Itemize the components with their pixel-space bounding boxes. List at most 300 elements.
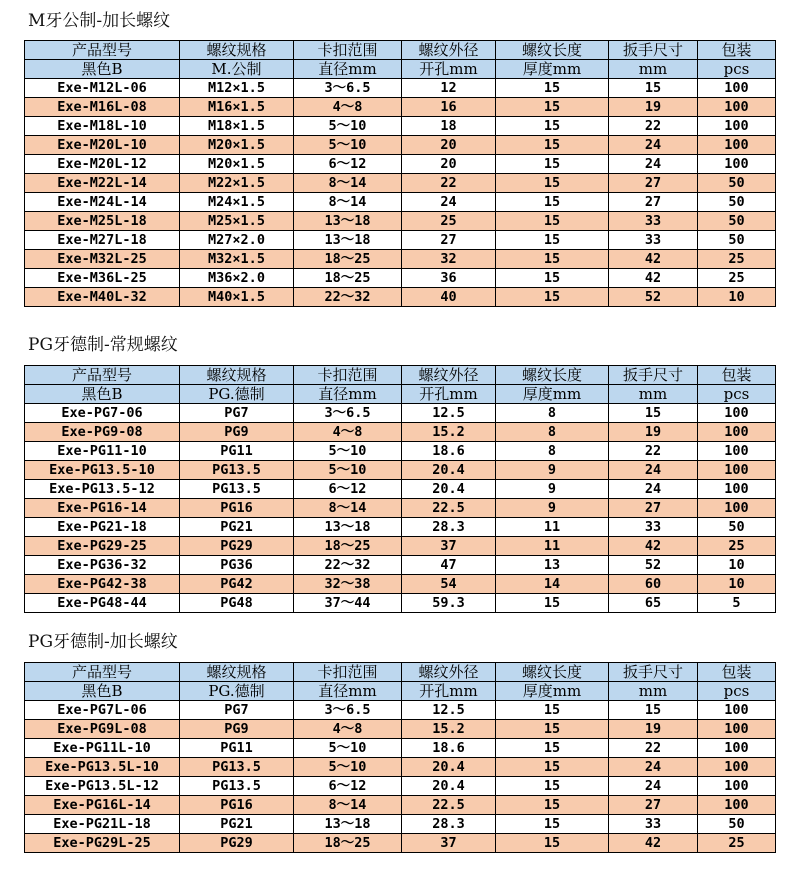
thread-spec-cell: PG13.5 <box>180 777 294 796</box>
clamp-range-cell: 8～14 <box>294 193 402 212</box>
thread-length-cell: 8 <box>496 404 609 423</box>
wrench-size-cell: 15 <box>609 404 698 423</box>
section-title-pg-regular: PG牙德制-常规螺纹 <box>28 335 178 355</box>
thread-spec-cell: 螺纹规格 <box>180 663 294 682</box>
thread-spec-cell: M20×1.5 <box>180 155 294 174</box>
thread-length-cell: 15 <box>496 98 609 117</box>
clamp-range-cell: 6～12 <box>294 480 402 499</box>
package-cell: 100 <box>698 777 776 796</box>
model-cell: 黑色B <box>25 385 180 404</box>
outer-diameter-cell: 20.4 <box>402 461 496 480</box>
wrench-size-cell: 27 <box>609 174 698 193</box>
model-cell: Exe-M36L-25 <box>25 269 180 288</box>
package-cell: 50 <box>698 212 776 231</box>
package-cell: 50 <box>698 193 776 212</box>
clamp-range-cell: 直径mm <box>294 385 402 404</box>
clamp-range-cell: 5～10 <box>294 442 402 461</box>
thread-spec-cell: PG29 <box>180 537 294 556</box>
thread-spec-cell: M12×1.5 <box>180 79 294 98</box>
thread-length-cell: 15 <box>496 212 609 231</box>
outer-diameter-cell: 螺纹外径 <box>402 41 496 60</box>
thread-spec-cell: PG9 <box>180 423 294 442</box>
outer-diameter-cell: 开孔mm <box>402 385 496 404</box>
clamp-range-cell: 4～8 <box>294 98 402 117</box>
package-cell: 100 <box>698 404 776 423</box>
package-cell: 包装 <box>698 366 776 385</box>
clamp-range-cell: 13～18 <box>294 518 402 537</box>
outer-diameter-cell: 18 <box>402 117 496 136</box>
table-row <box>25 480 776 499</box>
model-cell: Exe-PG9L-08 <box>25 720 180 739</box>
model-cell: Exe-M25L-18 <box>25 212 180 231</box>
table-row <box>25 288 776 307</box>
thread-length-cell: 15 <box>496 250 609 269</box>
section-title-pg-long: PG牙德制-加长螺纹 <box>28 632 178 652</box>
outer-diameter-cell: 15.2 <box>402 720 496 739</box>
package-cell: 100 <box>698 461 776 480</box>
clamp-range-cell: 6～12 <box>294 777 402 796</box>
clamp-range-cell: 4～8 <box>294 720 402 739</box>
table-row <box>25 174 776 193</box>
outer-diameter-cell: 37 <box>402 834 496 853</box>
wrench-size-cell: 33 <box>609 518 698 537</box>
package-cell: 10 <box>698 575 776 594</box>
outer-diameter-cell: 20.4 <box>402 480 496 499</box>
wrench-size-cell: 65 <box>609 594 698 613</box>
model-cell: Exe-M12L-06 <box>25 79 180 98</box>
package-cell: 50 <box>698 518 776 537</box>
thread-length-cell: 11 <box>496 518 609 537</box>
header-row <box>25 663 776 682</box>
section-title-m-long: M牙公制-加长螺纹 <box>28 11 171 31</box>
clamp-range-cell: 18～25 <box>294 250 402 269</box>
table-row <box>25 556 776 575</box>
model-cell: Exe-M20L-12 <box>25 155 180 174</box>
thread-spec-cell: PG29 <box>180 834 294 853</box>
model-cell: Exe-M16L-08 <box>25 98 180 117</box>
thread-length-cell: 13 <box>496 556 609 575</box>
table-row <box>25 117 776 136</box>
table-row <box>25 777 776 796</box>
package-cell: 包装 <box>698 663 776 682</box>
thread-spec-cell: M32×1.5 <box>180 250 294 269</box>
model-cell: Exe-M24L-14 <box>25 193 180 212</box>
wrench-size-cell: 22 <box>609 117 698 136</box>
table-row <box>25 720 776 739</box>
thread-spec-cell: M25×1.5 <box>180 212 294 231</box>
spec-table-m-long <box>24 40 776 307</box>
thread-length-cell: 8 <box>496 442 609 461</box>
clamp-range-cell: 18～25 <box>294 269 402 288</box>
wrench-size-cell: 扳手尺寸 <box>609 663 698 682</box>
table-row <box>25 423 776 442</box>
thread-length-cell: 14 <box>496 575 609 594</box>
outer-diameter-cell: 18.6 <box>402 442 496 461</box>
wrench-size-cell: 42 <box>609 250 698 269</box>
table-row <box>25 758 776 777</box>
outer-diameter-cell: 12.5 <box>402 701 496 720</box>
model-cell: Exe-M18L-10 <box>25 117 180 136</box>
package-cell: 10 <box>698 556 776 575</box>
package-cell: 100 <box>698 79 776 98</box>
wrench-size-cell: 22 <box>609 739 698 758</box>
wrench-size-cell: 19 <box>609 720 698 739</box>
package-cell: 25 <box>698 269 776 288</box>
wrench-size-cell: mm <box>609 385 698 404</box>
clamp-range-cell: 5～10 <box>294 461 402 480</box>
wrench-size-cell: 42 <box>609 537 698 556</box>
table-row <box>25 796 776 815</box>
thread-length-cell: 15 <box>496 739 609 758</box>
wrench-size-cell: 15 <box>609 701 698 720</box>
outer-diameter-cell: 开孔mm <box>402 682 496 701</box>
wrench-size-cell: 52 <box>609 556 698 575</box>
thread-spec-cell: PG13.5 <box>180 480 294 499</box>
package-cell: 100 <box>698 98 776 117</box>
table-row <box>25 518 776 537</box>
package-cell: 50 <box>698 231 776 250</box>
outer-diameter-cell: 12 <box>402 79 496 98</box>
thread-length-cell: 15 <box>496 594 609 613</box>
wrench-size-cell: 扳手尺寸 <box>609 41 698 60</box>
model-cell: Exe-PG16L-14 <box>25 796 180 815</box>
thread-length-cell: 15 <box>496 720 609 739</box>
clamp-range-cell: 直径mm <box>294 60 402 79</box>
thread-spec-cell: PG11 <box>180 739 294 758</box>
outer-diameter-cell: 27 <box>402 231 496 250</box>
model-cell: Exe-M32L-25 <box>25 250 180 269</box>
table-row <box>25 136 776 155</box>
thread-spec-cell: PG36 <box>180 556 294 575</box>
thread-length-cell: 15 <box>496 758 609 777</box>
package-cell: 100 <box>698 136 776 155</box>
wrench-size-cell: 扳手尺寸 <box>609 366 698 385</box>
package-cell: 25 <box>698 834 776 853</box>
outer-diameter-cell: 20.4 <box>402 777 496 796</box>
outer-diameter-cell: 22.5 <box>402 499 496 518</box>
outer-diameter-cell: 15.2 <box>402 423 496 442</box>
thread-length-cell: 15 <box>496 174 609 193</box>
thread-spec-cell: M27×2.0 <box>180 231 294 250</box>
model-cell: Exe-PG16-14 <box>25 499 180 518</box>
spec-table-pg-long <box>24 662 776 853</box>
thread-length-cell: 15 <box>496 79 609 98</box>
wrench-size-cell: 33 <box>609 815 698 834</box>
clamp-range-cell: 卡扣范围 <box>294 366 402 385</box>
wrench-size-cell: 24 <box>609 480 698 499</box>
wrench-size-cell: 42 <box>609 834 698 853</box>
thread-spec-cell: PG9 <box>180 720 294 739</box>
clamp-range-cell: 直径mm <box>294 682 402 701</box>
thread-spec-cell: PG7 <box>180 701 294 720</box>
package-cell: pcs <box>698 682 776 701</box>
clamp-range-cell: 卡扣范围 <box>294 41 402 60</box>
wrench-size-cell: 27 <box>609 499 698 518</box>
thread-spec-cell: M24×1.5 <box>180 193 294 212</box>
thread-length-cell: 11 <box>496 537 609 556</box>
outer-diameter-cell: 32 <box>402 250 496 269</box>
thread-spec-cell: M22×1.5 <box>180 174 294 193</box>
model-cell: Exe-PG21L-18 <box>25 815 180 834</box>
table-row <box>25 250 776 269</box>
model-cell: Exe-PG42-38 <box>25 575 180 594</box>
outer-diameter-cell: 25 <box>402 212 496 231</box>
thread-spec-cell: PG16 <box>180 499 294 518</box>
thread-spec-cell: PG.德制 <box>180 682 294 701</box>
table-row <box>25 212 776 231</box>
wrench-size-cell: 19 <box>609 98 698 117</box>
clamp-range-cell: 8～14 <box>294 796 402 815</box>
wrench-size-cell: 19 <box>609 423 698 442</box>
outer-diameter-cell: 12.5 <box>402 404 496 423</box>
clamp-range-cell: 18～25 <box>294 537 402 556</box>
clamp-range-cell: 5～10 <box>294 136 402 155</box>
model-cell: 产品型号 <box>25 366 180 385</box>
thread-spec-cell: 螺纹规格 <box>180 41 294 60</box>
table-row <box>25 98 776 117</box>
package-cell: 50 <box>698 174 776 193</box>
package-cell: 5 <box>698 594 776 613</box>
outer-diameter-cell: 28.3 <box>402 518 496 537</box>
model-cell: Exe-PG13.5-10 <box>25 461 180 480</box>
clamp-range-cell: 32～38 <box>294 575 402 594</box>
model-cell: Exe-PG11L-10 <box>25 739 180 758</box>
clamp-range-cell: 3～6.5 <box>294 79 402 98</box>
model-cell: Exe-M20L-10 <box>25 136 180 155</box>
table-row <box>25 701 776 720</box>
outer-diameter-cell: 18.6 <box>402 739 496 758</box>
clamp-range-cell: 8～14 <box>294 499 402 518</box>
wrench-size-cell: 24 <box>609 777 698 796</box>
thread-spec-cell: PG42 <box>180 575 294 594</box>
header-row <box>25 41 776 60</box>
wrench-size-cell: 33 <box>609 231 698 250</box>
wrench-size-cell: 27 <box>609 193 698 212</box>
outer-diameter-cell: 47 <box>402 556 496 575</box>
clamp-range-cell: 5～10 <box>294 758 402 777</box>
thread-length-cell: 厚度mm <box>496 385 609 404</box>
thread-spec-cell: PG7 <box>180 404 294 423</box>
outer-diameter-cell: 28.3 <box>402 815 496 834</box>
wrench-size-cell: 33 <box>609 212 698 231</box>
table-row <box>25 442 776 461</box>
thread-spec-cell: PG13.5 <box>180 461 294 480</box>
wrench-size-cell: 60 <box>609 575 698 594</box>
table-row <box>25 404 776 423</box>
outer-diameter-cell: 37 <box>402 537 496 556</box>
package-cell: 100 <box>698 796 776 815</box>
thread-length-cell: 15 <box>496 269 609 288</box>
wrench-size-cell: 24 <box>609 136 698 155</box>
table-row <box>25 499 776 518</box>
outer-diameter-cell: 36 <box>402 269 496 288</box>
outer-diameter-cell: 24 <box>402 193 496 212</box>
thread-spec-cell: M.公制 <box>180 60 294 79</box>
model-cell: 产品型号 <box>25 41 180 60</box>
thread-spec-cell: M20×1.5 <box>180 136 294 155</box>
model-cell: Exe-PG21-18 <box>25 518 180 537</box>
package-cell: pcs <box>698 385 776 404</box>
package-cell: 100 <box>698 758 776 777</box>
thread-spec-cell: PG11 <box>180 442 294 461</box>
thread-length-cell: 15 <box>496 231 609 250</box>
wrench-size-cell: mm <box>609 60 698 79</box>
model-cell: 黑色B <box>25 60 180 79</box>
outer-diameter-cell: 59.3 <box>402 594 496 613</box>
package-cell: 100 <box>698 423 776 442</box>
clamp-range-cell: 22～32 <box>294 556 402 575</box>
subheader-row <box>25 682 776 701</box>
subheader-row <box>25 385 776 404</box>
model-cell: Exe-PG11-10 <box>25 442 180 461</box>
thread-spec-cell: M40×1.5 <box>180 288 294 307</box>
table-row <box>25 269 776 288</box>
clamp-range-cell: 3～6.5 <box>294 701 402 720</box>
package-cell: 100 <box>698 442 776 461</box>
clamp-range-cell: 4～8 <box>294 423 402 442</box>
clamp-range-cell: 13～18 <box>294 231 402 250</box>
thread-spec-cell: M18×1.5 <box>180 117 294 136</box>
table-row <box>25 193 776 212</box>
package-cell: 100 <box>698 480 776 499</box>
clamp-range-cell: 18～25 <box>294 834 402 853</box>
package-cell: 50 <box>698 815 776 834</box>
model-cell: Exe-PG7-06 <box>25 404 180 423</box>
package-cell: 25 <box>698 250 776 269</box>
thread-spec-cell: PG48 <box>180 594 294 613</box>
wrench-size-cell: 15 <box>609 79 698 98</box>
model-cell: Exe-PG13.5L-12 <box>25 777 180 796</box>
package-cell: 100 <box>698 155 776 174</box>
thread-length-cell: 15 <box>496 796 609 815</box>
clamp-range-cell: 3～6.5 <box>294 404 402 423</box>
clamp-range-cell: 13～18 <box>294 212 402 231</box>
outer-diameter-cell: 20 <box>402 136 496 155</box>
clamp-range-cell: 8～14 <box>294 174 402 193</box>
wrench-size-cell: 24 <box>609 461 698 480</box>
table-row <box>25 155 776 174</box>
wrench-size-cell: 27 <box>609 796 698 815</box>
clamp-range-cell: 37～44 <box>294 594 402 613</box>
thread-length-cell: 9 <box>496 461 609 480</box>
outer-diameter-cell: 螺纹外径 <box>402 366 496 385</box>
package-cell: 包装 <box>698 41 776 60</box>
thread-length-cell: 15 <box>496 815 609 834</box>
model-cell: Exe-M27L-18 <box>25 231 180 250</box>
thread-spec-cell: M36×2.0 <box>180 269 294 288</box>
table-row <box>25 815 776 834</box>
clamp-range-cell: 5～10 <box>294 739 402 758</box>
wrench-size-cell: 22 <box>609 442 698 461</box>
clamp-range-cell: 卡扣范围 <box>294 663 402 682</box>
model-cell: 黑色B <box>25 682 180 701</box>
outer-diameter-cell: 22.5 <box>402 796 496 815</box>
thread-length-cell: 15 <box>496 834 609 853</box>
thread-length-cell: 螺纹长度 <box>496 663 609 682</box>
thread-length-cell: 螺纹长度 <box>496 41 609 60</box>
thread-length-cell: 15 <box>496 193 609 212</box>
outer-diameter-cell: 20.4 <box>402 758 496 777</box>
outer-diameter-cell: 16 <box>402 98 496 117</box>
outer-diameter-cell: 螺纹外径 <box>402 663 496 682</box>
outer-diameter-cell: 开孔mm <box>402 60 496 79</box>
package-cell: 100 <box>698 701 776 720</box>
clamp-range-cell: 13～18 <box>294 815 402 834</box>
model-cell: Exe-PG29-25 <box>25 537 180 556</box>
thread-spec-cell: PG13.5 <box>180 758 294 777</box>
thread-length-cell: 9 <box>496 480 609 499</box>
thread-spec-cell: PG21 <box>180 518 294 537</box>
outer-diameter-cell: 22 <box>402 174 496 193</box>
thread-spec-cell: 螺纹规格 <box>180 366 294 385</box>
model-cell: Exe-M40L-32 <box>25 288 180 307</box>
spec-table-pg-regular <box>24 365 776 613</box>
subheader-row <box>25 60 776 79</box>
package-cell: 100 <box>698 720 776 739</box>
thread-spec-cell: M16×1.5 <box>180 98 294 117</box>
thread-length-cell: 15 <box>496 288 609 307</box>
clamp-range-cell: 6～12 <box>294 155 402 174</box>
clamp-range-cell: 22～32 <box>294 288 402 307</box>
model-cell: Exe-PG7L-06 <box>25 701 180 720</box>
model-cell: 产品型号 <box>25 663 180 682</box>
outer-diameter-cell: 40 <box>402 288 496 307</box>
wrench-size-cell: mm <box>609 682 698 701</box>
model-cell: Exe-PG36-32 <box>25 556 180 575</box>
model-cell: Exe-PG9-08 <box>25 423 180 442</box>
outer-diameter-cell: 54 <box>402 575 496 594</box>
table-row <box>25 231 776 250</box>
thread-spec-cell: PG.德制 <box>180 385 294 404</box>
outer-diameter-cell: 20 <box>402 155 496 174</box>
package-cell: 100 <box>698 739 776 758</box>
table-row <box>25 594 776 613</box>
model-cell: Exe-PG48-44 <box>25 594 180 613</box>
wrench-size-cell: 52 <box>609 288 698 307</box>
table-row <box>25 537 776 556</box>
package-cell: 100 <box>698 117 776 136</box>
thread-length-cell: 15 <box>496 155 609 174</box>
table-row <box>25 461 776 480</box>
clamp-range-cell: 5～10 <box>294 117 402 136</box>
thread-length-cell: 15 <box>496 136 609 155</box>
table-row <box>25 575 776 594</box>
thread-length-cell: 厚度mm <box>496 682 609 701</box>
table-row <box>25 834 776 853</box>
thread-spec-cell: PG21 <box>180 815 294 834</box>
package-cell: 100 <box>698 499 776 518</box>
wrench-size-cell: 42 <box>609 269 698 288</box>
model-cell: Exe-PG13.5-12 <box>25 480 180 499</box>
model-cell: Exe-M22L-14 <box>25 174 180 193</box>
wrench-size-cell: 24 <box>609 155 698 174</box>
model-cell: Exe-PG29L-25 <box>25 834 180 853</box>
model-cell: Exe-PG13.5L-10 <box>25 758 180 777</box>
thread-length-cell: 9 <box>496 499 609 518</box>
package-cell: 25 <box>698 537 776 556</box>
thread-length-cell: 厚度mm <box>496 60 609 79</box>
wrench-size-cell: 24 <box>609 758 698 777</box>
thread-length-cell: 8 <box>496 423 609 442</box>
thread-length-cell: 螺纹长度 <box>496 366 609 385</box>
package-cell: pcs <box>698 60 776 79</box>
thread-length-cell: 15 <box>496 701 609 720</box>
package-cell: 10 <box>698 288 776 307</box>
table-row <box>25 739 776 758</box>
thread-spec-cell: PG16 <box>180 796 294 815</box>
thread-length-cell: 15 <box>496 777 609 796</box>
header-row <box>25 366 776 385</box>
